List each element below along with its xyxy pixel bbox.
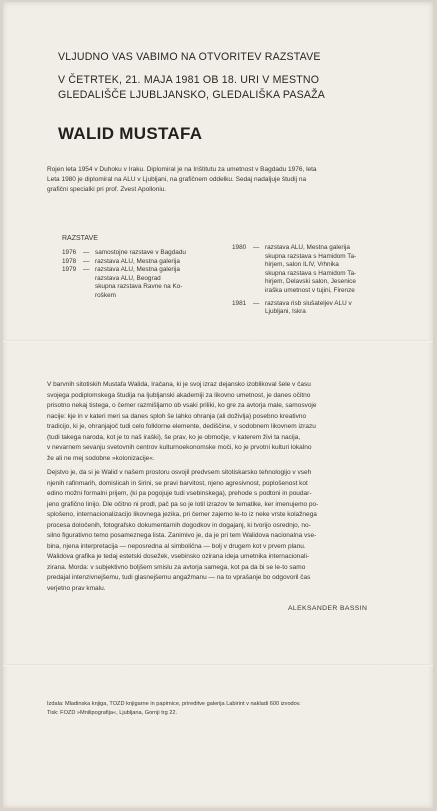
essay-paragraph-1: [47, 380, 392, 464]
essay-line: edino možni formalni prijem, (ki pa pogojuje tudi vsebinskega), prehode s podtoni in poudar-: [47, 490, 312, 497]
artist-name: WALID MUSTAFA: [58, 124, 203, 143]
exhibition-item: 1979 — razstava ALU, Mestna galerija: [62, 266, 180, 274]
essay-line: njenih rafinmarih, domislicah in širini, se pravi barvitost, njeno agresivnost, poplošenost kot: [47, 479, 308, 487]
exhibitions-right: [232, 244, 356, 317]
essay-line: (tudi takega naroda, kot je to naš iraški), še prav, ko je območje, v katerem živi ta nacija,: [47, 433, 301, 441]
biography: [47, 165, 392, 195]
imprint-line: Izdala: Mladinska knjiga, TOZD knjigarne in papirnice, prireditve galerija Labirint v nakladi 600 izvodov.: [47, 701, 301, 707]
imprint-line: Tisk: FOZD »Mnilipografija«, Ljubljana, Gornji trg 22.: [47, 709, 178, 716]
essay-line: že ali ne mej sodobne »kolonizacije«.: [47, 454, 155, 462]
exhibition-line: razstava ALU, Beograd: [95, 274, 161, 282]
essay-line: predajal intenzivnejšemu, tudi glasnejšemu angažmanu — na to vprašanje bo odgovoril čas: [47, 574, 311, 581]
essay-line: silno figurativno temo posameznega lista. Zanimivo je, da je pri tem Walidova nacionalna vse-: [47, 532, 317, 539]
bio-line: Rojen leta 1954 v Duhoku v Iraku. Diplomiral je na Inštitutu za umetnost v Bagdadu 1976, leta: [47, 166, 317, 173]
bio-line: grafični specialki pri prof. Zvest Apolloniu.: [47, 186, 167, 193]
essay-line: Dejstvo je, da si je Walid v našem prostoru osvojil predvsem sitotiskarsko tehnologijo v vseh: [47, 469, 312, 476]
essay-author: ALEKSANDER BASSIN: [288, 605, 368, 612]
essay-line: v nevarnem sevanju svetovnih centrov kulturnoekonomske moči, ko je prvotni kulturi lokalno: [47, 444, 312, 451]
exhibition-line: iraška umetnost v tujini, Firenze: [265, 286, 355, 294]
exhibition-line: hirjem, salon ILIV, Vrhnika: [265, 261, 339, 269]
exhibition-line: skupna razstava s Hamidom Ta-: [265, 269, 357, 277]
essay-line: tradicijo, ki je, ohranjajoč tudi celo folklorne elemente, dediščine, v sodobnem likovnem izrazu: [47, 423, 316, 430]
paper-fold: [3, 340, 433, 342]
essay-line: verjetno prav kmalu.: [47, 584, 106, 592]
essay-line: splošeno, internacionalizacijo likovnega jezika, pri čemer zajemo le-to iz neke vrste kolažnega: [47, 511, 317, 518]
essay-line: procesa določenih, fotografsko dokumentarnih dogodkov in dogajanj, ki tvorijo osrednjo, no-: [47, 521, 311, 529]
essay-line: svojega podiplomskega študija na ljubljanski akademiji za likovno umetnost, je danes očitno: [47, 391, 311, 399]
exhibition-item: 1978 — razstava ALU, Mestna galerija: [62, 257, 180, 265]
essay-line: jeno grafično linijo. Dle očitno ni prodl, pač pa so je lotil izrazov te tematike, ker imenujemo po-: [47, 500, 319, 508]
exhibition-item: 1980 — razstava ALU, Mestna galerija: [232, 244, 350, 251]
exhibition-line: Ljubljani, Iskra: [265, 308, 306, 316]
essay-line: zirana. Morda: v subjektivno boljšem smislu za avtorja samega, kot pa da bi se le-to samo: [47, 563, 306, 571]
exhibition-item: 1981 — razstava risb slušateljev ALU v: [232, 299, 352, 307]
invitation-line-1: VLJUDNO VAS VABIMO NA OTVORITEV RAZSTAVE: [58, 51, 321, 63]
essay-paragraph-2: [47, 468, 392, 594]
exhibition-line: roškem: [95, 291, 116, 299]
invitation-line-3: GLEDALIŠČE LJUBLJANSKO, GLEDALIŠKA PASAŽA: [58, 89, 326, 101]
essay-line: prisotno nekaj tistega, o čemer razmišljamo ob vsaki priliki, ko gre za avtorja male, samosvoje: [47, 402, 317, 409]
essay-line: bina, njena interpretacija — neposredna al simbolična — bolj v drugem kot v prvem planu.: [47, 542, 306, 550]
essay-line: nacije: kje in v kateri meri sa danes sploh še lahko ohranja (ali doživlja) posebno kreativno: [47, 412, 307, 420]
exhibition-line: hirjem, Delavski salon, Jesenice: [265, 278, 356, 286]
exhibition-item: 1976 — samostojne razstave v Bagdadu: [62, 249, 186, 256]
essay-line: V barvnih sitotiskih Mustafa Walida, Iračana, ki je svoj izraz dejansko izoblikoval šele v času: [47, 381, 311, 388]
bio-line: Leta 1980 je diplomiral na ALU v Ljubljani, na grafičnem oddelku. Sedaj nadaljuje študij na: [47, 176, 307, 183]
invitation-line-2: V ČETRTEK, 21. MAJA 1981 OB 18. URI V MESTNO: [58, 74, 320, 86]
exhibition-line: skupna razstava Ravne na Ko-: [95, 283, 183, 291]
exhibitions-title: RAZSTAVE: [62, 235, 98, 242]
essay-line: Walidova grafika je tedaj estetski dosežek, vsebinsko ozirana ideja umetnika internacionali-: [47, 553, 310, 560]
imprint: [47, 700, 387, 717]
exhibition-line: skupna razstava s Hamidom Ta-: [265, 252, 357, 260]
paper-fold: [3, 664, 433, 666]
exhibitions-left: [62, 249, 186, 301]
